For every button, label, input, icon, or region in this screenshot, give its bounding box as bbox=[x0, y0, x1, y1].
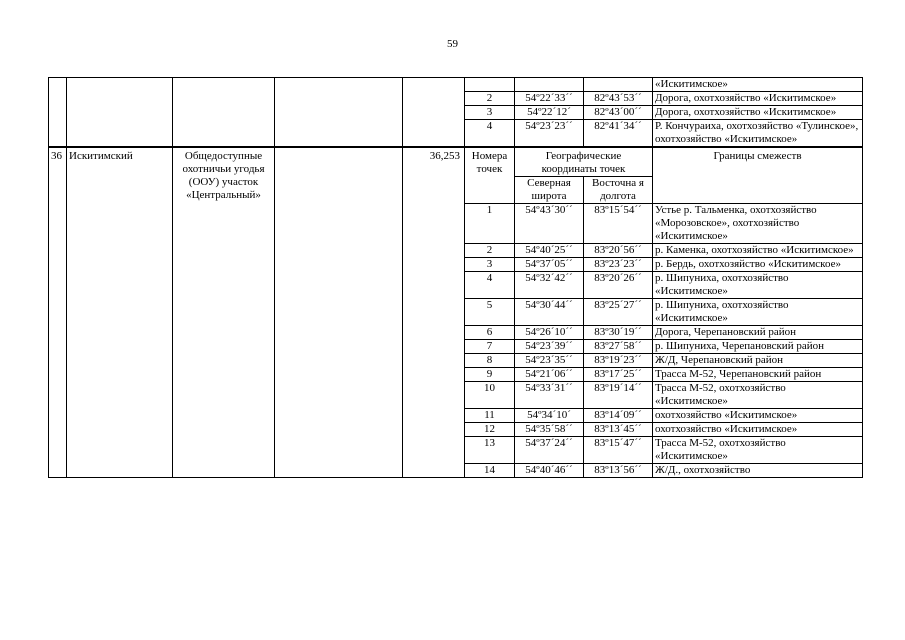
cell-index-prev bbox=[49, 78, 67, 148]
cell-border: Устье р. Тальменка, охотхозяйство «Морозовское», охотхозяйство «Искитимское» bbox=[653, 204, 863, 244]
cell-north: 54º33´31´´ bbox=[515, 382, 584, 409]
cell-point-number: 12 bbox=[465, 423, 515, 437]
cell-north: 54º35´58´´ bbox=[515, 423, 584, 437]
cell-border: Ж/Д., охотхозяйство bbox=[653, 464, 863, 478]
cell-north: 54º30´44´´ bbox=[515, 299, 584, 326]
cell-border: р. Шипуниха, охотхозяйство «Искитимское» bbox=[653, 299, 863, 326]
cell-north: 54º43´30´´ bbox=[515, 204, 584, 244]
cell-border: р. Шипуниха, Черепановский район bbox=[653, 340, 863, 354]
cell-border: р. Каменка, охотхозяйство «Искитимское» bbox=[653, 244, 863, 258]
header-east: Восточна я долгота bbox=[584, 177, 653, 204]
cell-north: 54º23´35´´ bbox=[515, 354, 584, 368]
cell-north: 54º34´10´ bbox=[515, 409, 584, 423]
cell-east: 83º20´56´´ bbox=[584, 244, 653, 258]
page-number: 59 bbox=[447, 38, 458, 50]
cell-east: 83º14´09´´ bbox=[584, 409, 653, 423]
cell-north: 54º23´23´´ bbox=[515, 120, 584, 148]
cell-east: 82º43´00´´ bbox=[584, 106, 653, 120]
header-north: Северная широта bbox=[515, 177, 584, 204]
entry-empty bbox=[275, 147, 403, 478]
cell-point-number: 8 bbox=[465, 354, 515, 368]
header-coords: Географические координаты точек bbox=[515, 147, 653, 177]
cell-district-prev bbox=[67, 78, 173, 148]
cell-east: 83º27´58´´ bbox=[584, 340, 653, 354]
cell-point-number bbox=[465, 78, 515, 92]
entry-district: Искитимский bbox=[67, 147, 173, 478]
cell-east: 82º43´53´´ bbox=[584, 92, 653, 106]
cell-point-number: 1 bbox=[465, 204, 515, 244]
cell-point-number: 6 bbox=[465, 326, 515, 340]
cell-east bbox=[584, 78, 653, 92]
cell-point-number: 7 bbox=[465, 340, 515, 354]
cell-point-number: 2 bbox=[465, 244, 515, 258]
cell-north: 54º21´06´´ bbox=[515, 368, 584, 382]
cell-border: Дорога, охотхозяйство «Искитимское» bbox=[653, 92, 863, 106]
cell-north: 54º37´24´´ bbox=[515, 437, 584, 464]
cell-border: р. Бердь, охотхозяйство «Искитимское» bbox=[653, 258, 863, 272]
cell-point-number: 3 bbox=[465, 258, 515, 272]
cell-east: 83º25´27´´ bbox=[584, 299, 653, 326]
cell-border: Трасса М-52, охотхозяйство «Искитимское» bbox=[653, 437, 863, 464]
cell-north: 54º40´46´´ bbox=[515, 464, 584, 478]
cell-border: охотхозяйство «Искитимское» bbox=[653, 409, 863, 423]
cell-north: 54º23´39´´ bbox=[515, 340, 584, 354]
cell-east: 83º20´26´´ bbox=[584, 272, 653, 299]
cell-border: Р. Кончураиха, охотхозяйство «Тулинское», охотхозяйство «Искитимское» bbox=[653, 120, 863, 148]
cell-border: Дорога, Черепановский район bbox=[653, 326, 863, 340]
table-row bbox=[49, 78, 863, 92]
cell-border: Трасса М-52, охотхозяйство «Искитимское» bbox=[653, 382, 863, 409]
cell-border: охотхозяйство «Искитимское» bbox=[653, 423, 863, 437]
cell-north: 54º22´12´ bbox=[515, 106, 584, 120]
entry-index: 36 bbox=[49, 147, 67, 478]
cell-point-number: 10 bbox=[465, 382, 515, 409]
cell-north: 54º40´25´´ bbox=[515, 244, 584, 258]
cell-point-number: 4 bbox=[465, 272, 515, 299]
header-points: Номера точек bbox=[465, 147, 515, 204]
cell-point-number: 11 bbox=[465, 409, 515, 423]
cell-north bbox=[515, 78, 584, 92]
cell-north: 54º26´10´´ bbox=[515, 326, 584, 340]
table-body bbox=[49, 78, 863, 478]
cell-east: 83º13´45´´ bbox=[584, 423, 653, 437]
cell-border: Ж/Д, Черепановский район bbox=[653, 354, 863, 368]
cell-point-number: 2 bbox=[465, 92, 515, 106]
cell-name-prev bbox=[173, 78, 275, 148]
cell-east: 83º13´56´´ bbox=[584, 464, 653, 478]
cell-north: 54º37´05´´ bbox=[515, 258, 584, 272]
cell-empty-prev bbox=[275, 78, 403, 148]
entry-area: 36,253 bbox=[403, 147, 465, 478]
cell-area-prev bbox=[403, 78, 465, 148]
cell-east: 83º15´54´´ bbox=[584, 204, 653, 244]
cell-point-number: 13 bbox=[465, 437, 515, 464]
entry-name: Общедоступные охотничьи угодья (ООУ) участок «Центральный» bbox=[173, 147, 275, 478]
cell-east: 83º15´47´´ bbox=[584, 437, 653, 464]
hunting-grounds-table bbox=[48, 77, 863, 478]
cell-point-number: 4 bbox=[465, 120, 515, 148]
cell-border: р. Шипуниха, охотхозяйство «Искитимское» bbox=[653, 272, 863, 299]
cell-point-number: 3 bbox=[465, 106, 515, 120]
cell-north: 54º22´33´´ bbox=[515, 92, 584, 106]
entry-header-row bbox=[49, 147, 863, 177]
cell-point-number: 14 bbox=[465, 464, 515, 478]
cell-east: 83º19´14´´ bbox=[584, 382, 653, 409]
cell-border: Трасса М-52, Черепановский район bbox=[653, 368, 863, 382]
header-borders: Границы смежеств bbox=[653, 147, 863, 204]
cell-border: «Искитимское» bbox=[653, 78, 863, 92]
cell-north: 54º32´42´´ bbox=[515, 272, 584, 299]
cell-east: 83º23´23´´ bbox=[584, 258, 653, 272]
cell-east: 82º41´34´´ bbox=[584, 120, 653, 148]
cell-point-number: 5 bbox=[465, 299, 515, 326]
cell-east: 83º30´19´´ bbox=[584, 326, 653, 340]
cell-east: 83º19´23´´ bbox=[584, 354, 653, 368]
cell-border: Дорога, охотхозяйство «Искитимское» bbox=[653, 106, 863, 120]
cell-east: 83º17´25´´ bbox=[584, 368, 653, 382]
cell-point-number: 9 bbox=[465, 368, 515, 382]
